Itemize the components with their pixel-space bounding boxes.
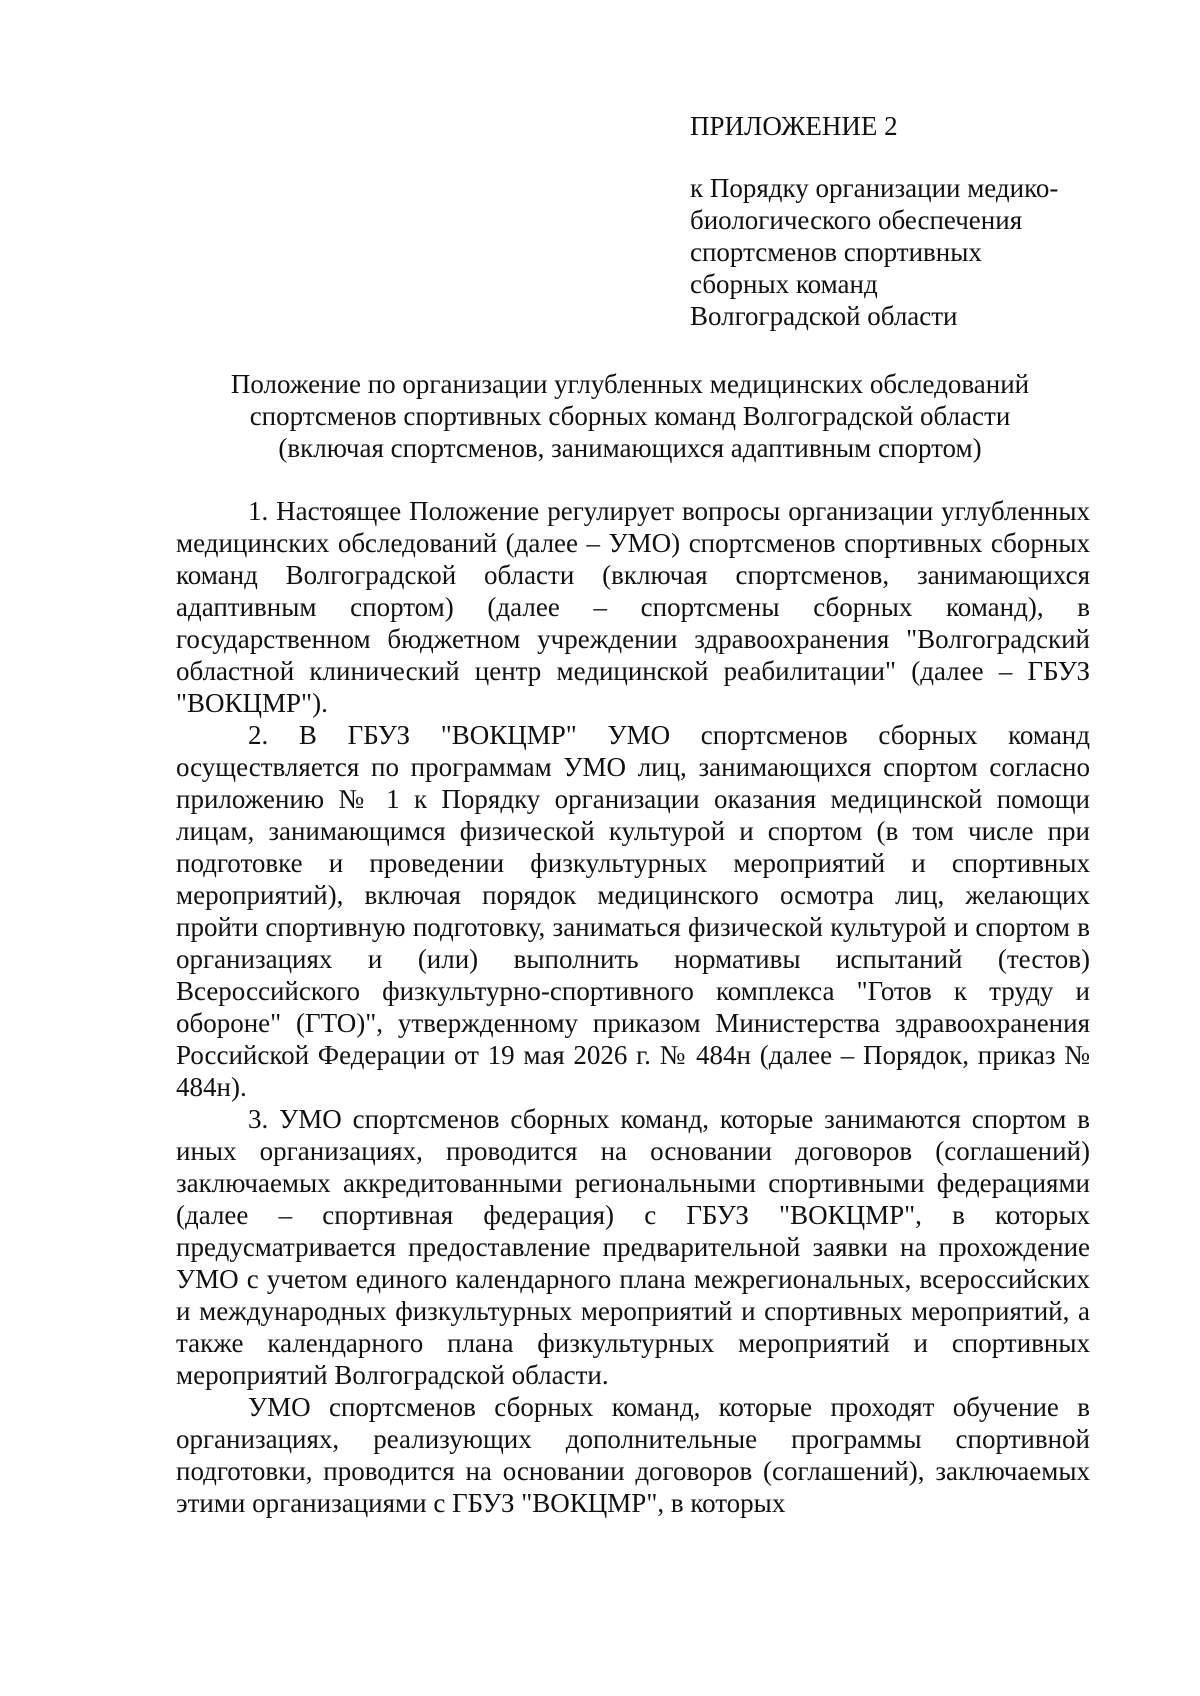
appendix-reference (690, 172, 1110, 332)
appendix-reference-line: сборных команд (690, 269, 878, 299)
paragraph-1: 1. Настоящее Положение регулирует вопросы организации углубленных медицинских обследований (далее – УМО) спортсменов спортивных сборных команд Волгоградской области (включая спортсменов, занимающихся адаптивным спортом) (далее – спортсмены сборных команд), в государственном бюджетном учреждении здравоохранения "Волгоградский областной клинический центр медицинской реабилитации" (далее – ГБУЗ "ВОКЦМР"). (176, 496, 1090, 718)
document-body (176, 495, 1090, 1519)
document-heading (170, 368, 1090, 464)
appendix-title: ПРИЛОЖЕНИЕ 2 (690, 111, 898, 141)
appendix-reference-line: к Порядку организации медико- (690, 173, 1059, 203)
paragraph-2: 2. В ГБУЗ "ВОКЦМР" УМО спортсменов сборных команд осуществляется по программам УМО лиц, занимающихся спортом согласно приложению № 1 к Порядку организации оказания медицинской помощи лицам, занимающимся физической культурой и спортом (в том числе при подготовке и проведении физкультурных мероприятий и спортивных мероприятий), включая порядок медицинского осмотра лиц, желающих пройти спортивную подготовку, заниматься физической культурой и спортом в организациях и (или) выполнить нормативы испытаний (тестов) Всероссийского физкультурно-спортивного комплекса "Готов к труду и обороне" (ГТО)", утвержденному приказом Министерства здравоохранения Российской Федерации от 19 мая 2026 г. № 484н (далее – Порядок, приказ № 484н). (176, 720, 1090, 1102)
heading-line: (включая спортсменов, занимающихся адаптивным спортом) (278, 433, 982, 463)
heading-line: спортсменов спортивных сборных команд Волгоградской области (249, 401, 1011, 431)
appendix-block (690, 110, 1110, 332)
paragraph-3: 3. УМО спортсменов сборных команд, которые занимаются спортом в иных организациях, проводится на основании договоров (соглашений) заключаемых аккредитованными региональными спортивными федерациями (далее – спортивная федерация) с ГБУЗ "ВОКЦМР", в которых предусматривается предоставление предварительной заявки на прохождение УМО с учетом единого календарного плана межрегиональных, всероссийских и международных физкультурных мероприятий и спортивных мероприятий, а также календарного плана физкультурных мероприятий и спортивных мероприятий Волгоградской области. (176, 1104, 1090, 1390)
appendix-reference-line: Волгоградской области (690, 301, 958, 331)
paragraph-4: УМО спортсменов сборных команд, которые проходят обучение в организациях, реализующих дополнительные программы спортивной подготовки, проводится на основании договоров (соглашений), заключаемых этими организациями с ГБУЗ "ВОКЦМР", в которых (176, 1392, 1090, 1518)
appendix-reference-line: спортсменов спортивных (690, 237, 982, 267)
heading-line: Положение по организации углубленных медицинских обследований (230, 369, 1030, 399)
appendix-reference-line: биологического обеспечения (690, 205, 1023, 235)
